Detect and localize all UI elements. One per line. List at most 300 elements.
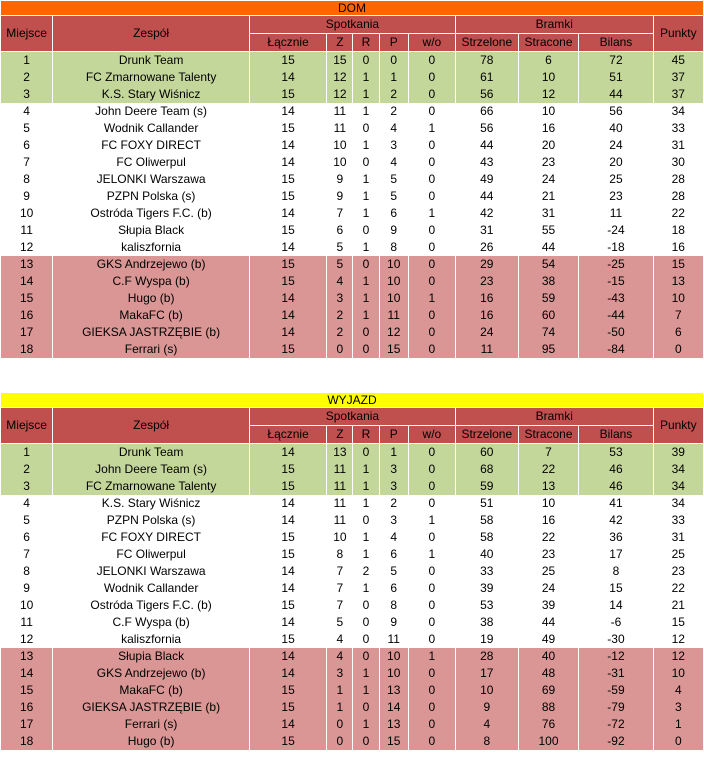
cell-z: 4 (327, 631, 353, 648)
cell-stracone: 39 (518, 597, 579, 614)
header-r: R (353, 426, 379, 444)
cell-lacznie: 14 (249, 580, 326, 597)
cell-miejsce: 12 (1, 239, 53, 256)
cell-lacznie: 15 (249, 546, 326, 563)
cell-p: 13 (379, 716, 408, 733)
cell-stracone: 24 (518, 171, 579, 188)
cell-r: 1 (353, 495, 379, 512)
table-row (1, 205, 704, 222)
cell-p: 3 (379, 478, 408, 495)
cell-miejsce: 4 (1, 495, 53, 512)
cell-bilans: -24 (579, 222, 653, 239)
cell-punkty: 0 (653, 733, 703, 750)
cell-miejsce: 6 (1, 529, 53, 546)
table-row (1, 529, 704, 546)
cell-wo: 0 (408, 614, 455, 631)
cell-zespol: FC Oliwerpul (53, 546, 250, 563)
cell-wo: 0 (408, 171, 455, 188)
table-row (1, 495, 704, 512)
cell-p: 15 (379, 341, 408, 358)
cell-wo: 0 (408, 580, 455, 597)
cell-bilans: -59 (579, 682, 653, 699)
cell-miejsce: 9 (1, 580, 53, 597)
cell-miejsce: 11 (1, 614, 53, 631)
cell-miejsce: 5 (1, 512, 53, 529)
cell-wo: 0 (408, 529, 455, 546)
cell-wo: 0 (408, 69, 455, 86)
cell-zespol: Ostróda Tigers F.C. (b) (53, 205, 250, 222)
cell-z: 5 (327, 614, 353, 631)
cell-wo: 0 (408, 733, 455, 750)
cell-zespol: FC FOXY DIRECT (53, 529, 250, 546)
cell-wo: 0 (408, 137, 455, 154)
cell-punkty: 6 (653, 324, 703, 341)
cell-lacznie: 14 (249, 444, 326, 462)
cell-r: 1 (353, 171, 379, 188)
cell-stracone: 49 (518, 631, 579, 648)
cell-zespol: John Deere Team (s) (53, 461, 250, 478)
cell-strzelone: 19 (455, 631, 518, 648)
cell-r: 0 (353, 699, 379, 716)
cell-z: 7 (327, 580, 353, 597)
cell-z: 8 (327, 546, 353, 563)
cell-lacznie: 15 (249, 120, 326, 137)
cell-miejsce: 18 (1, 341, 53, 358)
away-standings-body (1, 393, 704, 751)
cell-wo: 1 (408, 290, 455, 307)
cell-zespol: GIEKSA JASTRZĘBIE (b) (53, 699, 250, 716)
cell-z: 10 (327, 154, 353, 171)
cell-bilans: 17 (579, 546, 653, 563)
cell-stracone: 10 (518, 103, 579, 120)
cell-strzelone: 28 (455, 648, 518, 665)
cell-stracone: 12 (518, 86, 579, 103)
cell-z: 11 (327, 120, 353, 137)
cell-stracone: 23 (518, 154, 579, 171)
cell-punkty: 10 (653, 665, 703, 682)
cell-z: 7 (327, 597, 353, 614)
cell-stracone: 16 (518, 512, 579, 529)
cell-miejsce: 17 (1, 716, 53, 733)
cell-lacznie: 15 (249, 273, 326, 290)
cell-lacznie: 15 (249, 733, 326, 750)
cell-p: 3 (379, 461, 408, 478)
cell-bilans: -12 (579, 648, 653, 665)
cell-z: 10 (327, 137, 353, 154)
cell-punkty: 1 (653, 716, 703, 733)
cell-r: 0 (353, 222, 379, 239)
table-row (1, 631, 704, 648)
cell-lacznie: 14 (249, 512, 326, 529)
cell-punkty: 3 (653, 699, 703, 716)
cell-z: 0 (327, 716, 353, 733)
cell-zespol: Ferrari (s) (53, 716, 250, 733)
cell-r: 0 (353, 631, 379, 648)
cell-zespol: C.F Wyspa (b) (53, 273, 250, 290)
cell-p: 8 (379, 239, 408, 256)
cell-p: 3 (379, 137, 408, 154)
cell-lacznie: 14 (249, 614, 326, 631)
table-row (1, 52, 704, 70)
cell-zespol: GKS Andrzejewo (b) (53, 665, 250, 682)
cell-r: 0 (353, 324, 379, 341)
cell-punkty: 30 (653, 154, 703, 171)
cell-zespol: Drunk Team (53, 444, 250, 462)
cell-stracone: 7 (518, 444, 579, 462)
cell-stracone: 60 (518, 307, 579, 324)
cell-bilans: 15 (579, 580, 653, 597)
cell-strzelone: 51 (455, 495, 518, 512)
cell-punkty: 28 (653, 171, 703, 188)
cell-strzelone: 59 (455, 478, 518, 495)
cell-wo: 0 (408, 188, 455, 205)
cell-stracone: 40 (518, 648, 579, 665)
cell-lacznie: 15 (249, 52, 326, 70)
cell-r: 0 (353, 733, 379, 750)
cell-strzelone: 4 (455, 716, 518, 733)
table-row (1, 324, 704, 341)
table-row (1, 307, 704, 324)
cell-wo: 0 (408, 103, 455, 120)
cell-miejsce: 18 (1, 733, 53, 750)
cell-bilans: -18 (579, 239, 653, 256)
cell-z: 2 (327, 307, 353, 324)
cell-wo: 1 (408, 546, 455, 563)
table-row (1, 239, 704, 256)
cell-punkty: 34 (653, 478, 703, 495)
cell-bilans: -79 (579, 699, 653, 716)
table-row (1, 86, 704, 103)
cell-wo: 0 (408, 495, 455, 512)
cell-zespol: Hugo (b) (53, 290, 250, 307)
header-spotkania: Spotkania (249, 16, 455, 34)
cell-bilans: 42 (579, 512, 653, 529)
cell-miejsce: 5 (1, 120, 53, 137)
cell-strzelone: 33 (455, 563, 518, 580)
cell-stracone: 23 (518, 546, 579, 563)
header-zespol: Zespół (53, 16, 250, 52)
cell-r: 1 (353, 665, 379, 682)
cell-strzelone: 66 (455, 103, 518, 120)
cell-strzelone: 42 (455, 205, 518, 222)
cell-r: 1 (353, 478, 379, 495)
cell-r: 1 (353, 205, 379, 222)
cell-strzelone: 56 (455, 86, 518, 103)
cell-miejsce: 10 (1, 205, 53, 222)
cell-r: 1 (353, 307, 379, 324)
cell-punkty: 37 (653, 86, 703, 103)
table-row (1, 733, 704, 750)
cell-p: 5 (379, 188, 408, 205)
header-z: Z (327, 34, 353, 52)
header-strzelone: Strzelone (455, 34, 518, 52)
cell-z: 13 (327, 444, 353, 462)
cell-p: 10 (379, 648, 408, 665)
cell-stracone: 44 (518, 614, 579, 631)
cell-z: 1 (327, 682, 353, 699)
cell-zespol: FC Zmarnowane Talenty (53, 69, 250, 86)
cell-p: 5 (379, 563, 408, 580)
table-row (1, 273, 704, 290)
cell-zespol: Słupia Black (53, 222, 250, 239)
cell-lacznie: 14 (249, 495, 326, 512)
cell-r: 1 (353, 273, 379, 290)
header-r: R (353, 34, 379, 52)
cell-lacznie: 15 (249, 631, 326, 648)
cell-miejsce: 14 (1, 665, 53, 682)
cell-miejsce: 3 (1, 478, 53, 495)
cell-r: 0 (353, 154, 379, 171)
cell-wo: 0 (408, 52, 455, 70)
cell-strzelone: 44 (455, 188, 518, 205)
cell-p: 4 (379, 120, 408, 137)
cell-p: 8 (379, 597, 408, 614)
cell-stracone: 76 (518, 716, 579, 733)
cell-wo: 0 (408, 307, 455, 324)
cell-bilans: -44 (579, 307, 653, 324)
cell-wo: 1 (408, 120, 455, 137)
cell-bilans: -92 (579, 733, 653, 750)
cell-miejsce: 3 (1, 86, 53, 103)
table-row (1, 648, 704, 665)
table-row (1, 563, 704, 580)
cell-lacznie: 14 (249, 290, 326, 307)
header-bramki: Bramki (455, 16, 653, 34)
cell-z: 4 (327, 648, 353, 665)
cell-strzelone: 16 (455, 290, 518, 307)
cell-p: 11 (379, 307, 408, 324)
cell-zespol: Wodnik Callander (53, 580, 250, 597)
cell-r: 0 (353, 120, 379, 137)
header-p: P (379, 34, 408, 52)
cell-wo: 0 (408, 444, 455, 462)
cell-p: 14 (379, 699, 408, 716)
cell-stracone: 10 (518, 495, 579, 512)
cell-stracone: 24 (518, 580, 579, 597)
header-miejsce: Miejsce (1, 408, 53, 444)
cell-strzelone: 10 (455, 682, 518, 699)
cell-stracone: 6 (518, 52, 579, 70)
cell-z: 3 (327, 290, 353, 307)
cell-punkty: 10 (653, 290, 703, 307)
cell-zespol: Hugo (b) (53, 733, 250, 750)
cell-wo: 1 (408, 648, 455, 665)
cell-bilans: -31 (579, 665, 653, 682)
cell-lacznie: 14 (249, 648, 326, 665)
cell-r: 0 (353, 614, 379, 631)
cell-r: 0 (353, 444, 379, 462)
cell-zespol: K.S. Stary Wiśnicz (53, 86, 250, 103)
cell-bilans: 44 (579, 86, 653, 103)
cell-strzelone: 58 (455, 512, 518, 529)
cell-miejsce: 1 (1, 52, 53, 70)
cell-stracone: 16 (518, 120, 579, 137)
home-standings-section (0, 0, 704, 358)
cell-bilans: 53 (579, 444, 653, 462)
cell-stracone: 88 (518, 699, 579, 716)
cell-strzelone: 11 (455, 341, 518, 358)
cell-p: 0 (379, 52, 408, 70)
cell-p: 10 (379, 665, 408, 682)
cell-bilans: 24 (579, 137, 653, 154)
cell-punkty: 7 (653, 307, 703, 324)
cell-p: 2 (379, 86, 408, 103)
cell-lacznie: 15 (249, 461, 326, 478)
cell-bilans: 23 (579, 188, 653, 205)
away-table-title: WYJAZD (1, 393, 704, 408)
cell-lacznie: 14 (249, 239, 326, 256)
cell-bilans: 14 (579, 597, 653, 614)
table-row (1, 290, 704, 307)
cell-zespol: K.S. Stary Wiśnicz (53, 495, 250, 512)
table-row (1, 188, 704, 205)
cell-miejsce: 15 (1, 682, 53, 699)
cell-p: 2 (379, 103, 408, 120)
cell-lacznie: 14 (249, 103, 326, 120)
cell-strzelone: 17 (455, 665, 518, 682)
cell-z: 10 (327, 529, 353, 546)
cell-punkty: 33 (653, 512, 703, 529)
cell-strzelone: 38 (455, 614, 518, 631)
cell-zespol: kaliszfornia (53, 239, 250, 256)
cell-p: 6 (379, 546, 408, 563)
cell-stracone: 25 (518, 563, 579, 580)
cell-zespol: FC Zmarnowane Talenty (53, 478, 250, 495)
cell-punkty: 15 (653, 614, 703, 631)
cell-zespol: JELONKI Warszawa (53, 563, 250, 580)
cell-z: 12 (327, 86, 353, 103)
cell-miejsce: 8 (1, 171, 53, 188)
cell-punkty: 34 (653, 461, 703, 478)
table-row (1, 580, 704, 597)
cell-p: 10 (379, 273, 408, 290)
cell-punkty: 22 (653, 205, 703, 222)
cell-stracone: 44 (518, 239, 579, 256)
cell-miejsce: 17 (1, 324, 53, 341)
cell-wo: 0 (408, 665, 455, 682)
cell-wo: 0 (408, 324, 455, 341)
cell-miejsce: 2 (1, 461, 53, 478)
cell-z: 0 (327, 733, 353, 750)
cell-r: 1 (353, 546, 379, 563)
cell-wo: 0 (408, 631, 455, 648)
table-row (1, 614, 704, 631)
cell-bilans: 41 (579, 495, 653, 512)
cell-punkty: 31 (653, 529, 703, 546)
cell-miejsce: 4 (1, 103, 53, 120)
cell-bilans: 46 (579, 461, 653, 478)
cell-punkty: 25 (653, 546, 703, 563)
cell-miejsce: 15 (1, 290, 53, 307)
cell-strzelone: 43 (455, 154, 518, 171)
cell-wo: 0 (408, 563, 455, 580)
cell-wo: 0 (408, 273, 455, 290)
cell-wo: 0 (408, 154, 455, 171)
table-row (1, 461, 704, 478)
header-stracone: Stracone (518, 34, 579, 52)
cell-lacznie: 14 (249, 716, 326, 733)
cell-stracone: 48 (518, 665, 579, 682)
cell-strzelone: 26 (455, 239, 518, 256)
table-row (1, 154, 704, 171)
cell-bilans: -72 (579, 716, 653, 733)
cell-wo: 0 (408, 341, 455, 358)
cell-strzelone: 31 (455, 222, 518, 239)
cell-p: 4 (379, 529, 408, 546)
cell-zespol: Ferrari (s) (53, 341, 250, 358)
cell-wo: 0 (408, 682, 455, 699)
cell-p: 11 (379, 631, 408, 648)
cell-z: 0 (327, 341, 353, 358)
cell-bilans: 56 (579, 103, 653, 120)
cell-z: 12 (327, 69, 353, 86)
cell-stracone: 55 (518, 222, 579, 239)
cell-lacznie: 14 (249, 324, 326, 341)
cell-z: 9 (327, 188, 353, 205)
cell-punkty: 22 (653, 580, 703, 597)
cell-strzelone: 40 (455, 546, 518, 563)
table-row (1, 512, 704, 529)
cell-zespol: MakaFC (b) (53, 307, 250, 324)
cell-strzelone: 78 (455, 52, 518, 70)
header-spotkania: Spotkania (249, 408, 455, 426)
header-lacznie: Łącznie (249, 34, 326, 52)
cell-punkty: 15 (653, 256, 703, 273)
header-bilans: Bilans (579, 426, 653, 444)
cell-stracone: 21 (518, 188, 579, 205)
table-row (1, 341, 704, 358)
cell-zespol: Ostróda Tigers F.C. (b) (53, 597, 250, 614)
cell-zespol: FC FOXY DIRECT (53, 137, 250, 154)
cell-bilans: 11 (579, 205, 653, 222)
cell-zespol: John Deere Team (s) (53, 103, 250, 120)
cell-wo: 0 (408, 86, 455, 103)
table-row (1, 546, 704, 563)
cell-z: 6 (327, 222, 353, 239)
header-zespol: Zespół (53, 408, 250, 444)
cell-p: 5 (379, 171, 408, 188)
cell-lacznie: 15 (249, 256, 326, 273)
cell-punkty: 39 (653, 444, 703, 462)
cell-bilans: -6 (579, 614, 653, 631)
header-lacznie: Łącznie (249, 426, 326, 444)
cell-miejsce: 12 (1, 631, 53, 648)
cell-r: 1 (353, 86, 379, 103)
cell-wo: 0 (408, 699, 455, 716)
cell-zespol: PZPN Polska (s) (53, 188, 250, 205)
cell-r: 1 (353, 137, 379, 154)
table-row (1, 171, 704, 188)
cell-bilans: 46 (579, 478, 653, 495)
cell-r: 2 (353, 563, 379, 580)
header-strzelone: Strzelone (455, 426, 518, 444)
header-wo: w/o (408, 34, 455, 52)
cell-r: 1 (353, 580, 379, 597)
cell-wo: 0 (408, 461, 455, 478)
cell-p: 2 (379, 495, 408, 512)
header-wo: w/o (408, 426, 455, 444)
cell-r: 0 (353, 341, 379, 358)
cell-wo: 0 (408, 256, 455, 273)
cell-lacznie: 15 (249, 341, 326, 358)
cell-strzelone: 49 (455, 171, 518, 188)
cell-miejsce: 10 (1, 597, 53, 614)
cell-strzelone: 39 (455, 580, 518, 597)
cell-p: 15 (379, 733, 408, 750)
cell-p: 6 (379, 205, 408, 222)
cell-zespol: GIEKSA JASTRZĘBIE (b) (53, 324, 250, 341)
home-table-title: DOM (1, 1, 704, 16)
